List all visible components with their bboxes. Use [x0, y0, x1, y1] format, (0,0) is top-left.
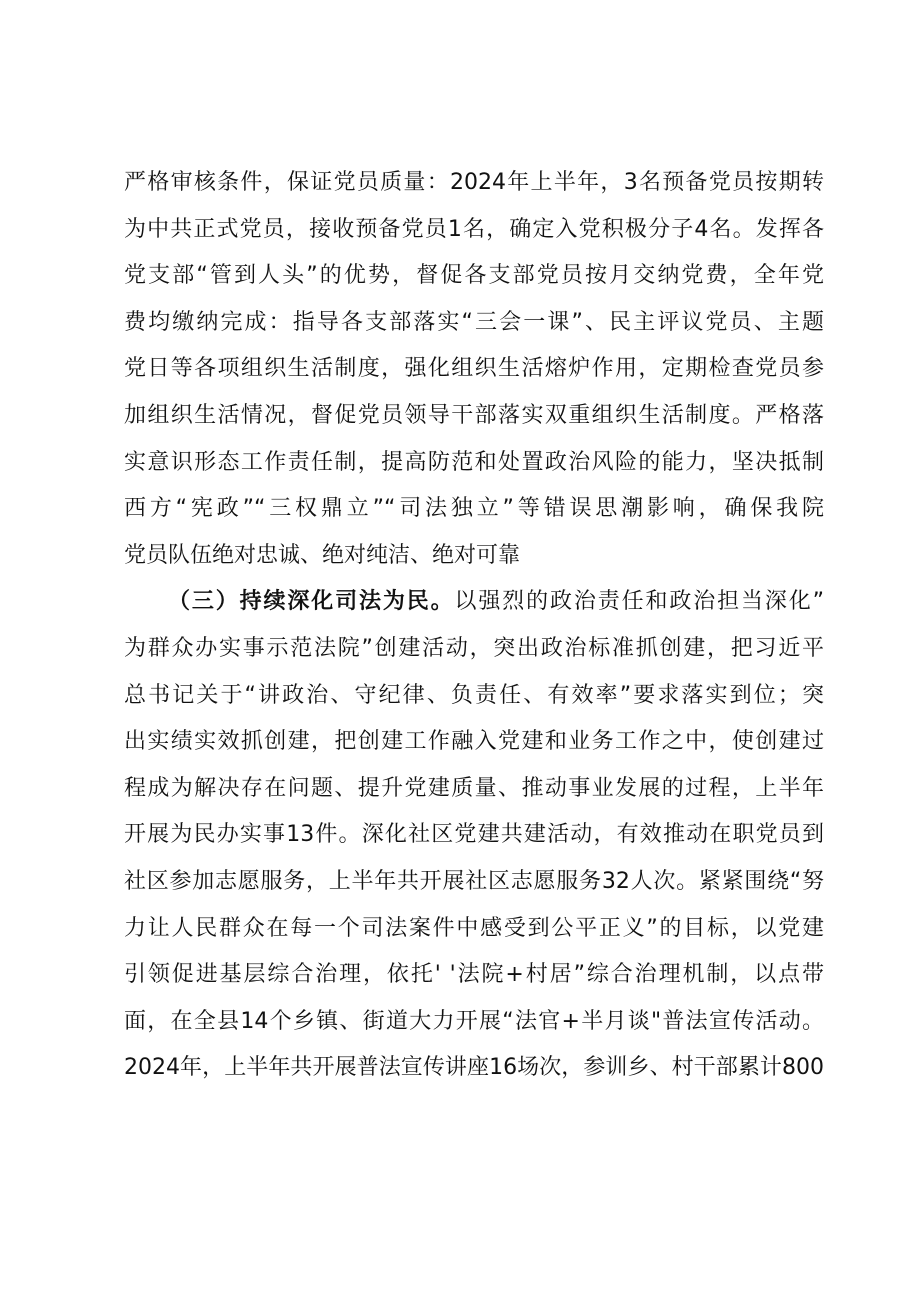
text-line: 社区参加志愿服务，上半年共开展社区志愿服务32人次。紧紧围绕“努 — [124, 868, 824, 894]
text-line: 面，在全县14个乡镇、街道大力开展“法官+半月谈"普法宣传活动。 — [124, 1008, 824, 1034]
text-line: 党支部“管到人头”的优势，督促各支部党员按月交纳党费，全年党 — [124, 263, 824, 289]
text-line: 为群众办实事示范法院”创建活动，突出政治标准抓创建，把习近平 — [124, 635, 824, 661]
text-line: 力让人民群众在每一个司法案件中感受到公平正义”的目标，以党建 — [124, 915, 824, 941]
text-line: 费均缴纳完成：指导各支部落实“三会一课”、民主评议党员、主题 — [124, 309, 824, 335]
text-line: 严格审核条件，保证党员质量：2024年上半年，3名预备党员按期转 — [124, 170, 824, 195]
text-line: 西方“宪政”“三权鼎立”“司法独立”等错误思潮影响，确保我院 — [124, 496, 824, 522]
text-line: 出实绩实效抓创建，把创建工作融入党建和业务工作之中，使创建过 — [124, 729, 824, 755]
text-line: 加组织生活情况，督促党员领导干部落实双重组织生活制度。严格落 — [124, 402, 824, 428]
section-heading-line — [124, 579, 824, 626]
document-body — [124, 160, 824, 1092]
text-line: 党员队伍绝对忠诚、绝对纯洁、绝对可靠 — [124, 542, 521, 568]
text-line: 引领促进基层综合治理，依托' '法院+村居”综合治理机制，以点带 — [124, 962, 824, 988]
text-line: 程成为解决存在问题、提升党建质量、推动事业发展的过程，上半年 — [124, 775, 824, 801]
text-line: 党日等各项组织生活制度，强化组织生活熔炉作用，定期检查党员参 — [124, 356, 824, 382]
text-line: 总书记关于“讲政治、守纪律、负责任、有效率”要求落实到位；突 — [124, 682, 824, 708]
text-line: 为中共正式党员，接收预备党员1名，确定入党积极分子4名。发挥各 — [124, 216, 824, 242]
text-line: 2024年，上半年共开展普法宣传讲座16场次，参训乡、村干部累计800 — [124, 1055, 824, 1081]
text-line: 实意识形态工作责任制，提高防范和处置政治风险的能力，坚决抵制 — [124, 449, 824, 475]
section-heading: （三）持续深化司法为民。 — [168, 589, 455, 615]
text-line: 开展为民办实事13件。深化社区党建共建活动，有效推动在职党员到 — [124, 822, 824, 848]
section-heading-rest: 以强烈的政治责任和政治担当深化” — [454, 589, 824, 615]
